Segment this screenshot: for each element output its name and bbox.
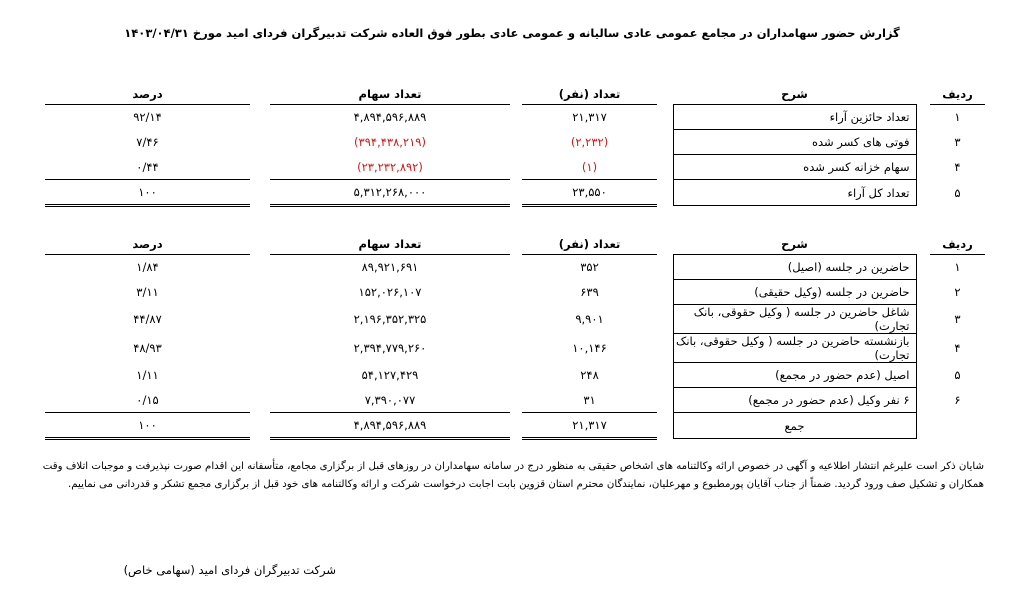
row-shares: (۲۳,۲۳۲,۸۹۲) bbox=[357, 159, 423, 174]
row-number: ۳ bbox=[954, 135, 961, 149]
row-description: تعداد حائزین آراء bbox=[673, 105, 916, 130]
table-total-row bbox=[45, 413, 985, 439]
row-shares: ۲,۱۹۶,۳۵۲,۳۲۵ bbox=[353, 312, 427, 326]
row-shares: ۲,۳۹۴,۷۷۹,۲۶۰ bbox=[353, 341, 427, 355]
row-count: ۶۳۹ bbox=[580, 285, 599, 299]
row-number: ۵ bbox=[954, 368, 961, 382]
table-header-row bbox=[45, 84, 985, 105]
table-row bbox=[45, 388, 985, 413]
total-description: جمع bbox=[673, 413, 916, 439]
table-row bbox=[45, 130, 985, 155]
table-header-row bbox=[45, 234, 985, 255]
table-total-row bbox=[45, 180, 985, 206]
row-shares: ۵۴,۱۲۷,۴۲۹ bbox=[361, 368, 419, 382]
footnote-paragraph: شایان ذکر است علیرغم انتشار اطلاعیه و آگهی در خصوص ارائه وکالتنامه های اشخاص حقیقی به منظور درج در سامانه سهامداران در روزهای قبل از برگزاری مجامع، متأسفانه این اقدام صورت نپذیرفت و موجبات اتلاف وقت همکاران و تشکیل صف ورود گردید. ضمناً از جناب آقایان پورمطبوع و مهرعلیان، نمایندگان محترم استان قزوین بابت اجابت درخواست شرکت و ارائه وکالتنامه های خود قبل از برگزاری مجمع تشکر و قدردانی می نماییم. bbox=[42, 461, 984, 490]
report-title: گزارش حضور سهامداران در مجامع عمومی عادی سالیانه و عمومی عادی بطور فوق العاده شرکت تدبیرگران فردای امید مورخ ۱۴۰۳/۰۴/۳۱ bbox=[124, 26, 900, 40]
company-signature: شرکت تدبیرگران فردای امید (سهامی خاص) bbox=[123, 563, 336, 577]
row-percent: ۰/۴۴ bbox=[136, 159, 159, 174]
row-description: بازنشسته حاضرین در جلسه ( وکیل حقوقی، بانک تجارت) bbox=[673, 334, 916, 363]
row-count: (۱) bbox=[581, 159, 598, 174]
total-percent: ۱۰۰ bbox=[45, 180, 250, 206]
row-percent: ۱/۱۱ bbox=[136, 368, 159, 382]
header-shares: تعداد سهام bbox=[270, 234, 510, 255]
row-shares: ۱۵۲,۰۲۶,۱۰۷ bbox=[358, 285, 422, 299]
row-number: ۴ bbox=[954, 160, 961, 174]
total-row-number: ۵ bbox=[954, 185, 961, 200]
row-count: (۲,۲۳۲) bbox=[570, 135, 609, 149]
row-percent: ۱/۸۴ bbox=[136, 260, 159, 275]
row-number: ۱ bbox=[954, 260, 961, 275]
row-percent: ۷/۴۶ bbox=[136, 135, 159, 149]
header-percent: درصد bbox=[45, 84, 250, 105]
header-description: شرح bbox=[673, 234, 916, 255]
row-description: حاضرین در جلسه (وکیل حقیقی) bbox=[673, 280, 916, 305]
row-number: ۲ bbox=[954, 285, 961, 299]
total-shares: ۴,۸۹۴,۵۹۶,۸۸۹ bbox=[270, 413, 510, 439]
row-number: ۳ bbox=[954, 312, 961, 326]
total-description: تعداد کل آراء bbox=[673, 180, 916, 206]
header-count: تعداد (نفر) bbox=[522, 234, 657, 255]
row-shares: (۳۹۴,۴۳۸,۲۱۹) bbox=[354, 135, 426, 149]
row-description: فوتی های کسر شده bbox=[673, 130, 916, 155]
attendance-detail-table bbox=[45, 234, 985, 440]
row-description: سهام خزانه کسر شده bbox=[673, 155, 916, 180]
row-description: شاغل حاضرین در جلسه ( وکیل حقوقی، بانک تجارت) bbox=[673, 305, 916, 334]
table-row bbox=[45, 155, 985, 180]
table-row bbox=[45, 280, 985, 305]
row-shares: ۴,۸۹۴,۵۹۶,۸۸۹ bbox=[353, 110, 427, 125]
row-number: ۱ bbox=[954, 110, 961, 125]
row-percent: ۴۸/۹۳ bbox=[133, 341, 162, 355]
row-percent: ۳/۱۱ bbox=[136, 285, 159, 299]
row-count: ۲۱,۳۱۷ bbox=[572, 110, 607, 125]
row-percent: ۰/۱۵ bbox=[136, 392, 159, 407]
row-percent: ۹۲/۱۴ bbox=[133, 110, 162, 125]
row-description: اصیل (عدم حضور در مجمع) bbox=[673, 363, 916, 388]
row-count: ۲۴۸ bbox=[580, 368, 599, 382]
table-row bbox=[45, 334, 985, 363]
row-count: ۳۱ bbox=[583, 392, 596, 407]
header-percent: درصد bbox=[45, 234, 250, 255]
table-row bbox=[45, 305, 985, 334]
row-count: ۱۰,۱۴۶ bbox=[572, 341, 607, 355]
header-shares: تعداد سهام bbox=[270, 84, 510, 105]
header-row-number: ردیف bbox=[930, 234, 985, 255]
row-shares: ۸۹,۹۲۱,۶۹۱ bbox=[361, 260, 419, 275]
row-count: ۳۵۲ bbox=[580, 260, 599, 275]
row-number: ۴ bbox=[954, 341, 961, 355]
total-shares: ۵,۳۱۲,۲۶۸,۰۰۰ bbox=[270, 180, 510, 206]
total-percent: ۱۰۰ bbox=[45, 413, 250, 439]
header-count: تعداد (نفر) bbox=[522, 84, 657, 105]
attendance-summary-table bbox=[45, 84, 985, 207]
row-description: ۶ نفر وکیل (عدم حضور در مجمع) bbox=[673, 388, 916, 413]
table-row bbox=[45, 255, 985, 280]
row-count: ۹,۹۰۱ bbox=[575, 312, 604, 326]
table-row bbox=[45, 105, 985, 130]
table-row bbox=[45, 363, 985, 388]
row-number: ۶ bbox=[954, 393, 961, 407]
header-row-number: ردیف bbox=[930, 84, 985, 105]
total-count: ۲۳,۵۵۰ bbox=[522, 180, 657, 206]
total-count: ۲۱,۳۱۷ bbox=[522, 413, 657, 439]
row-shares: ۷,۳۹۰,۰۷۷ bbox=[364, 392, 416, 407]
row-percent: ۴۴/۸۷ bbox=[133, 312, 162, 326]
row-description: حاضرین در جلسه (اصیل) bbox=[673, 255, 916, 280]
header-description: شرح bbox=[673, 84, 916, 105]
